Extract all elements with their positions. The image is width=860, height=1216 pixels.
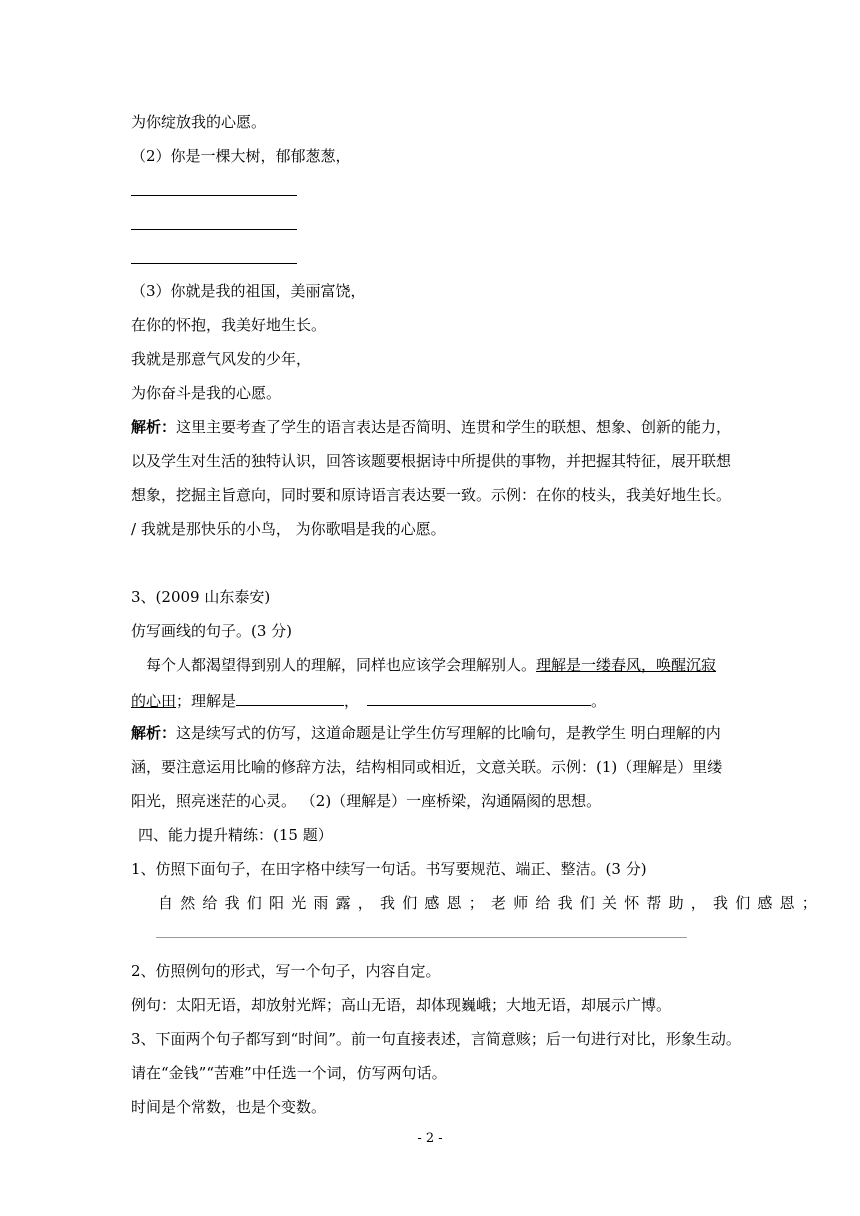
answer-blank-line	[131, 229, 297, 230]
sentence-text: 。	[591, 692, 607, 710]
analysis-text: 这是续写式的仿写，这道命题是让学生仿写理解的比喻句，是教学生 明白理解的内	[176, 724, 721, 742]
exercise-3: 3、下面两个句子都写到“时间”。前一句直接表述，言简意赅；后一句进行对比，形象生动。	[131, 1030, 741, 1048]
analysis-paragraph	[131, 417, 731, 437]
page-number: - 2 -	[417, 1131, 443, 1146]
analysis-text: 阳光，照亮迷茫的心灵。 （2)（理解是）一座桥梁，沟通隔阂的思想。	[131, 792, 602, 810]
analysis-text: 涵，要注意运用比喻的修辞方法，结构相同或相近，文意关联。示例：(1)（理解是）里缕	[131, 758, 723, 776]
section-heading: 四、能力提升精练：(15 题）	[138, 826, 333, 844]
exercise-1: 1、仿照下面句子，在田字格中续写一句话。书写要规范、端正、整洁。(3 分)	[131, 860, 647, 878]
exercise-3: 时间是个常数，也是个变数。	[131, 1098, 327, 1116]
analysis-text: 这里主要考查了学生的语言表达是否简明、连贯和学生的联想、想象、创新的能力，	[176, 418, 732, 436]
writing-area-line	[156, 937, 687, 938]
fill-blank-1[interactable]	[236, 689, 344, 706]
analysis-text: 想象，挖掘主旨意向，同时要和原诗语言表达要一致。示例：在你的枝头，我美好地生长。	[131, 486, 732, 504]
analysis-text: 以及学生对生活的独特认识，回答该题要根据诗中所提供的事物，并把握其特征，展开联想	[131, 452, 732, 470]
poem-line: 为你绽放我的心愿。	[131, 113, 267, 131]
answer-blank-line	[131, 195, 297, 196]
poem-line: （2）你是一棵大树，郁郁葱葱，	[131, 147, 351, 165]
fill-blank-2[interactable]	[367, 689, 591, 706]
exercise-2-example: 例句：太阳无语，却放射光辉；高山无语，却体现巍峨；大地无语，却展示广博。	[131, 996, 672, 1014]
poem-line: 在你的怀抱，我美好地生长。	[131, 316, 327, 334]
poem-line: （3）你就是我的祖国，美丽富饶，	[131, 282, 366, 300]
sentence-text: 每个人都渴望得到别人的理解，同样也应该学会理解别人。	[146, 656, 537, 674]
analysis-paragraph	[131, 723, 721, 743]
answer-blank-line	[131, 263, 297, 264]
analysis-label: 解析：	[131, 724, 177, 742]
question-heading: 3、(2009 山东泰安)	[131, 588, 271, 606]
question-sentence	[146, 655, 716, 675]
exercise-3: 请在“金钱”“苦难”中任选一个词，仿写两句话。	[131, 1064, 447, 1082]
analysis-label: 解析：	[131, 418, 177, 436]
underlined-text: 的心田	[131, 692, 177, 710]
poem-line: 我就是那意气风发的少年，	[131, 350, 312, 368]
question-sentence	[131, 689, 606, 711]
sentence-text: ，	[344, 692, 360, 710]
exercise-1-sample: 自然给我们阳光雨露，我们感恩；老师给我们关怀帮助，我们感恩；	[158, 894, 825, 912]
analysis-text: / 我就是那快乐的小鸟， 为你歌唱是我的心愿。	[131, 520, 446, 538]
question-task: 仿写画线的句子。(3 分)	[131, 622, 293, 640]
underlined-text: 理解是一缕春风，唤醒沉寂	[536, 656, 717, 674]
sentence-text: ；理解是	[176, 692, 237, 710]
exercise-2: 2、仿照例句的形式，写一个句子，内容自定。	[131, 962, 441, 980]
poem-line: 为你奋斗是我的心愿。	[131, 384, 282, 402]
